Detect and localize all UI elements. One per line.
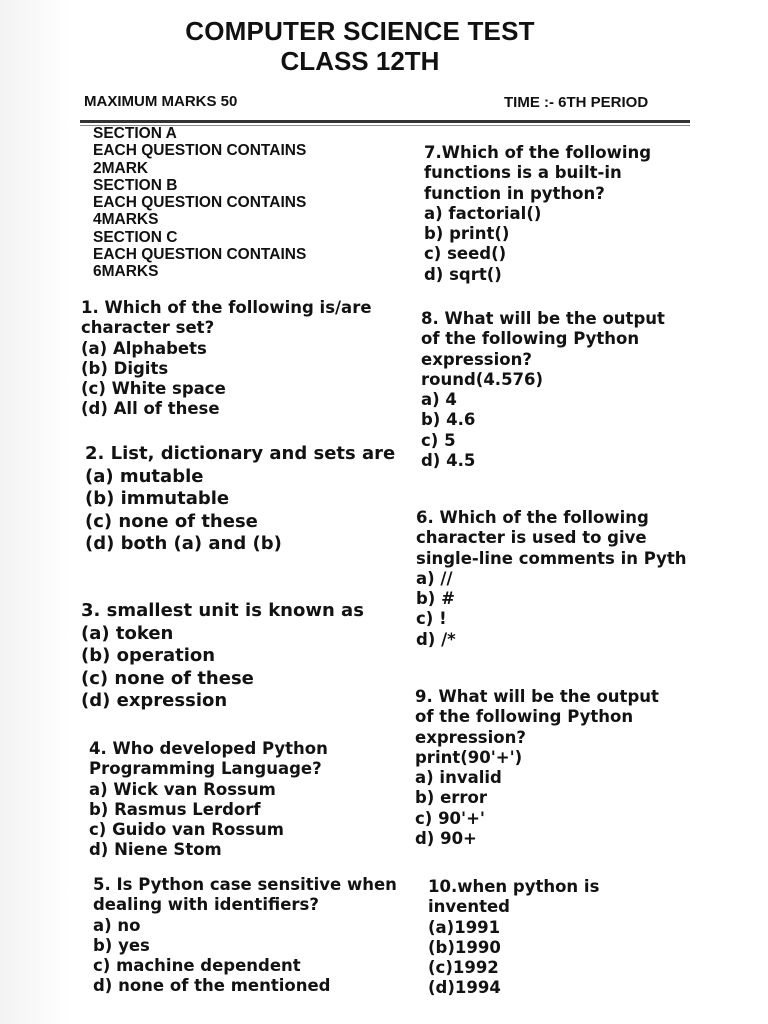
answer-option: d) /*: [416, 629, 456, 649]
question-1: [81, 298, 372, 420]
answer-option: (d) All of these: [81, 399, 220, 419]
answer-option: (a) Alphabets: [81, 338, 207, 358]
answer-option: (c) White space: [81, 379, 226, 399]
question-text: 1. Which of the following is/are: [81, 298, 372, 317]
question-3: [81, 600, 364, 713]
question-text: 9. What will be the output: [415, 687, 659, 706]
answer-option: (b) operation: [81, 645, 216, 666]
question-text: 5. Is Python case sensitive when: [93, 875, 397, 894]
answer-option: d) Niene Stom: [89, 840, 222, 860]
question-10: [428, 877, 599, 999]
question-7: [424, 143, 651, 285]
answer-option: d) sqrt(): [424, 264, 502, 284]
question-text: 7.Which of the following: [424, 143, 652, 162]
answer-option: b) Rasmus Lerdorf: [89, 799, 261, 819]
header-divider: [80, 120, 690, 123]
page-subtitle: CLASS 12TH: [280, 46, 440, 76]
time-period: TIME :- 6TH PERIOD: [504, 94, 649, 111]
answer-option: a) factorial(): [424, 203, 542, 223]
question-text: 3. smallest unit is known as: [81, 600, 364, 621]
question-text: round(4.576): [421, 369, 544, 389]
question-text: invented: [428, 897, 510, 917]
section-info-line: 2MARK: [93, 159, 149, 177]
section-info-line: SECTION B: [93, 176, 178, 194]
question-text: function in python?: [424, 183, 605, 203]
answer-option: d) none of the mentioned: [93, 976, 331, 996]
page-margin: [0, 0, 72, 1024]
question-text: 2. List, dictionary and sets are: [85, 443, 396, 464]
answer-option: (d) both (a) and (b): [85, 533, 282, 554]
answer-option: c) machine dependent: [93, 956, 301, 976]
answer-option: (a) token: [81, 622, 174, 644]
section-info-line: SECTION C: [93, 228, 178, 246]
question-text: 8. What will be the output: [421, 309, 665, 328]
answer-option: d) 90+: [415, 829, 477, 849]
section-info-line: EACH QUESTION CONTAINS: [93, 142, 307, 160]
answer-option: (d)1994: [428, 978, 501, 998]
answer-option: (b) Digits: [81, 358, 169, 378]
question-text: character set?: [81, 318, 215, 338]
answer-option: a) invalid: [415, 768, 502, 788]
section-info-line: SECTION A: [93, 125, 177, 142]
question-5: [93, 875, 397, 997]
answer-option: c) 5: [421, 430, 456, 450]
question-text: Programming Language?: [89, 759, 322, 779]
section-info-line: EACH QUESTION CONTAINS: [93, 194, 307, 212]
answer-option: (c)1992: [428, 958, 499, 978]
answer-option: c) seed(): [424, 244, 507, 264]
question-text: 10.when python is: [428, 877, 600, 896]
answer-option: c) !: [416, 609, 447, 629]
answer-option: d) 4.5: [421, 451, 476, 471]
question-4: [89, 739, 328, 861]
question-text: single-line comments in Pyth: [416, 548, 687, 568]
section-info-line: EACH QUESTION CONTAINS: [93, 246, 307, 264]
question-text: expression?: [421, 349, 532, 369]
answer-option: a) 4: [421, 390, 457, 410]
answer-option: b) #: [416, 589, 455, 609]
answer-option: c) 90'+': [415, 808, 485, 828]
section-info: [93, 125, 306, 281]
question-text: of the following Python: [415, 707, 634, 727]
question-6: [416, 508, 687, 650]
answer-option: (a)1991: [428, 917, 501, 937]
page-title: COMPUTER SCIENCE TEST: [185, 16, 535, 46]
question-9: [415, 687, 659, 849]
question-text: of the following Python: [421, 329, 640, 349]
question-text: functions is a built-in: [424, 163, 622, 183]
question-text: print(90'+'): [415, 747, 523, 767]
answer-option: a) //: [416, 568, 453, 588]
answer-option: b) print(): [424, 224, 510, 244]
answer-option: a) no: [93, 915, 141, 935]
answer-option: (c) none of these: [85, 510, 258, 532]
question-text: character is used to give: [416, 528, 647, 548]
answer-option: a) Wick van Rossum: [89, 779, 276, 799]
question-text: 6. Which of the following: [416, 508, 649, 527]
answer-option: (a) mutable: [85, 465, 204, 487]
max-marks: MAXIMUM MARKS 50: [84, 93, 238, 110]
answer-option: b) error: [415, 788, 488, 808]
question-8: [421, 309, 665, 471]
answer-option: b) 4.6: [421, 410, 476, 430]
answer-option: (b) immutable: [85, 488, 230, 509]
section-info-line: 6MARKS: [93, 263, 159, 281]
question-text: dealing with identifiers?: [93, 895, 319, 915]
question-text: 4. Who developed Python: [89, 739, 328, 758]
answer-option: b) yes: [93, 935, 150, 955]
answer-option: (b)1990: [428, 937, 501, 957]
answer-option: (c) none of these: [81, 667, 254, 689]
section-info-line: 4MARKS: [93, 211, 159, 229]
answer-option: c) Guido van Rossum: [89, 820, 284, 840]
answer-option: (d) expression: [81, 690, 228, 711]
question-text: expression?: [415, 727, 526, 747]
question-2: [85, 443, 395, 556]
